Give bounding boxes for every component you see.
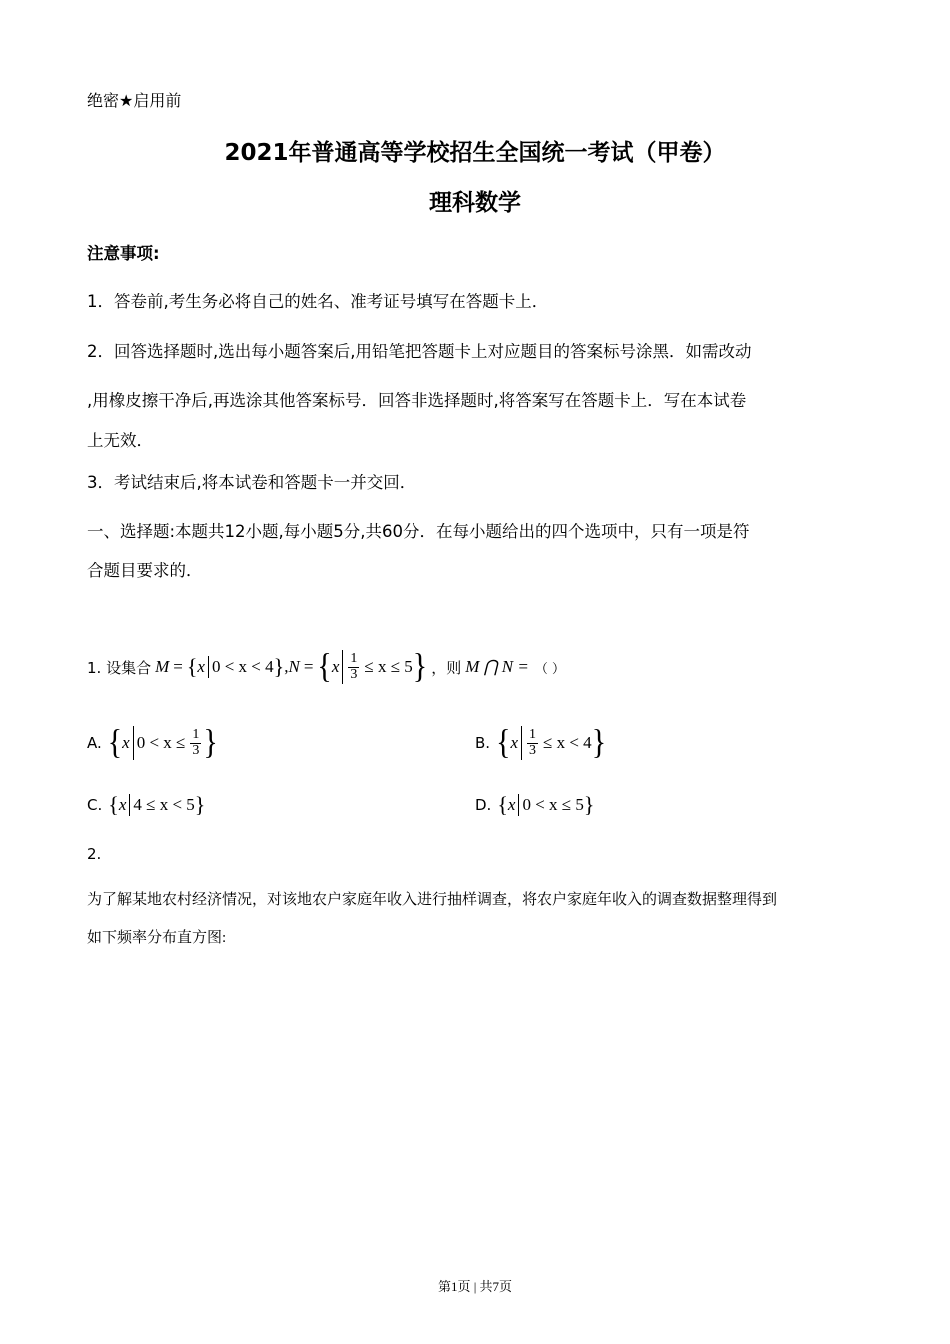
section-instruction-line-2: 合题目要求的． [87, 561, 203, 580]
question-1: 1. 设集合 M = { x 0 < x < 4 } , N = { x $\frac{1}{3}$ ≤ x ≤ 5 } ，则 M ⋂ N = （ ） [87, 647, 566, 686]
intersection-expression: M ⋂ N = [465, 657, 529, 676]
question-2-line-2: 如下频率分布直方图: [87, 930, 227, 946]
option-b: B. { x $\frac{1}{3}$ ≤ x < 4 } [475, 723, 607, 762]
notes-heading: 注意事项: [87, 244, 160, 263]
question-2-line-1: 为了解某地农村经济情况，对该地农户家庭年收入进行抽样调查，将农户家庭年收入的调查数据整理得到 [87, 892, 778, 908]
note-3: 3．考试结束后,将本试卷和答题卡一并交回． [87, 473, 417, 492]
question-2-number: 2. [87, 845, 102, 863]
note-1: 1．答卷前,考生务必将自己的姓名、准考证号填写在答题卡上． [87, 292, 549, 311]
set-m-expression: M = { x 0 < x < 4 } , N = { x $\frac{1}{3}$ ≤ x ≤ 5 } [155, 647, 428, 686]
secret-label: 绝密★启用前 [87, 91, 182, 110]
fraction-one-third: $\frac{1}{3}$ [350, 650, 358, 682]
note-2-line-2: ,用橡皮擦干净后,再选涂其他答案标号．回答非选择题时,将答案写在答题卡上．写在本试卷 [87, 391, 747, 410]
page-footer: 第1页 | 共7页 [437, 1279, 513, 1294]
answer-paren: （ ） [534, 661, 566, 677]
option-d: D. { x 0 < x ≤ 5 } [475, 792, 595, 817]
note-2-line-1: 2．回答选择题时,选出每小题答案后,用铅笔把答题卡上对应题目的答案标号涂黑．如需改动 [87, 342, 752, 361]
note-2-line-3: 上无效． [87, 431, 153, 450]
option-c: C. { x 4 ≤ x < 5 } [87, 792, 206, 817]
section-instruction-line-1: 一、选择题:本题共12小题,每小题5分,共60分．在每小题给出的四个选项中，只有一项是符 [87, 522, 750, 541]
page-subtitle: 理科数学 [429, 190, 521, 216]
page-title: 2021年普通高等学校招生全国统一考试（甲卷） [224, 140, 726, 166]
option-a: A. { x 0 < x ≤ $\frac{1}{3}$ } [87, 723, 218, 762]
question-1-prefix: 1. 设集合 [87, 658, 152, 677]
